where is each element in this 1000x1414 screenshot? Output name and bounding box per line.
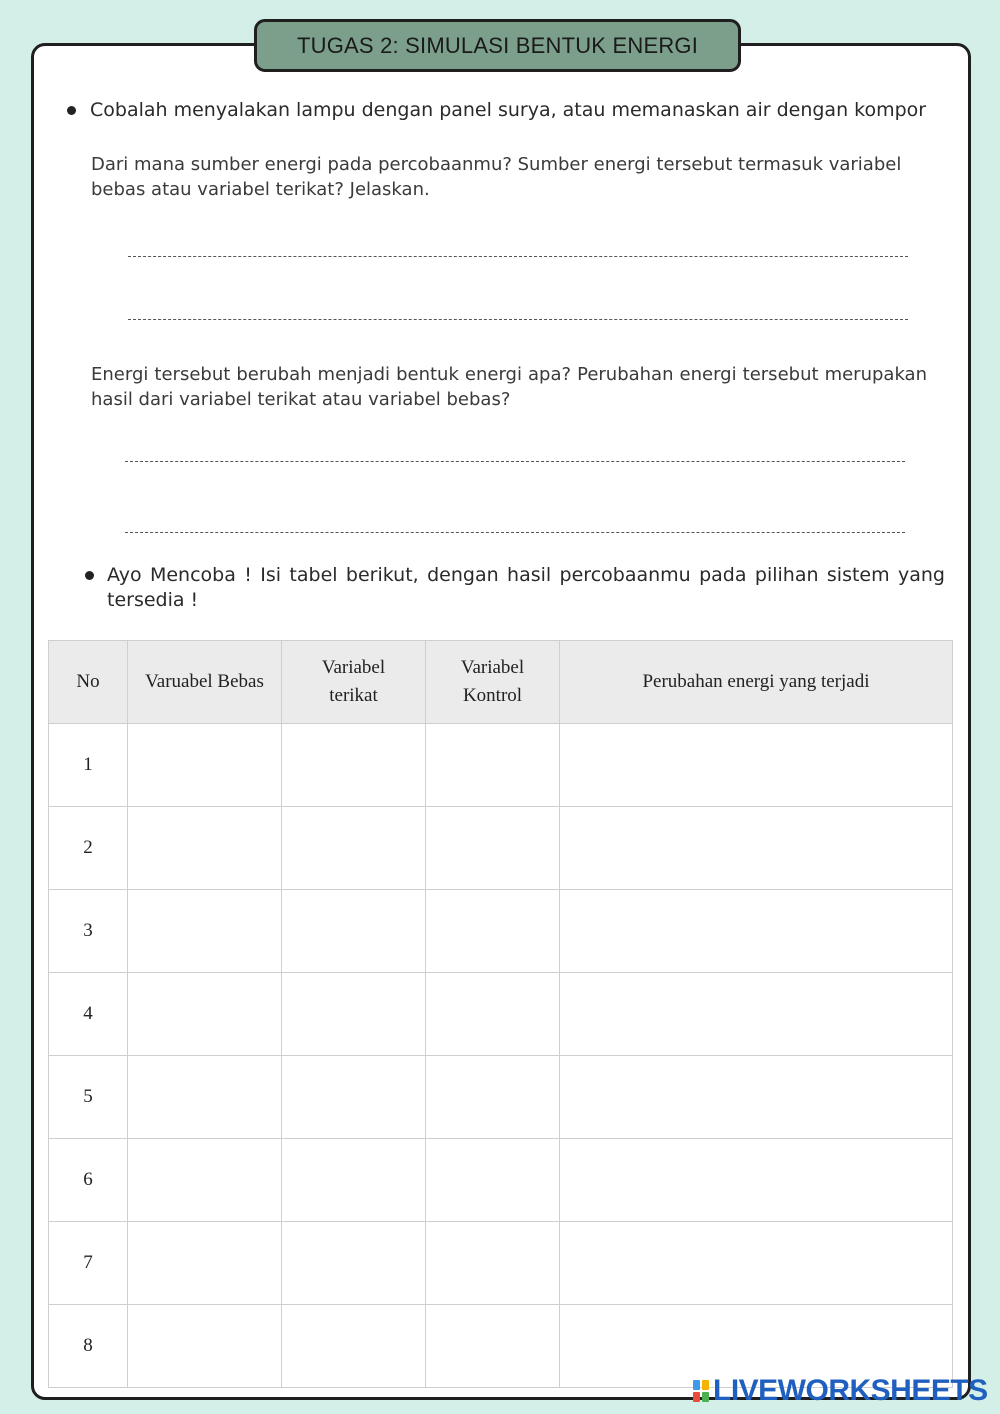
logo-squares-icon (693, 1380, 709, 1402)
question-1: Dari mana sumber energi pada percobaanmu? Sumber energi tersebut termasuk variabel bebas atau variabel terikat? Jelaskan. (91, 154, 902, 200)
cell-variabel-bebas[interactable] (128, 1139, 282, 1222)
cell-variabel-bebas[interactable] (128, 1222, 282, 1305)
logo-square (693, 1392, 700, 1402)
bullet-1 (67, 106, 76, 115)
cell-variabel-bebas[interactable] (128, 1305, 282, 1388)
experiment-table (48, 640, 953, 1388)
table-row (49, 973, 953, 1056)
answer-line-1[interactable] (128, 256, 908, 257)
cell-variabel-bebas[interactable] (128, 724, 282, 807)
header-no: No (49, 641, 128, 724)
table-row (49, 807, 953, 890)
cell-variabel-terikat[interactable] (282, 890, 426, 973)
row-number: 6 (49, 1139, 128, 1222)
logo-square (702, 1380, 709, 1390)
logo-square (693, 1380, 700, 1390)
question-2: Energi tersebut berubah menjadi bentuk energi apa? Perubahan energi tersebut merupakan hasil dari variabel terikat atau variabel bebas? (91, 364, 927, 410)
header-variabel-kontrol: Variabel Kontrol (426, 641, 560, 724)
header-variabel-bebas: Varuabel Bebas (128, 641, 282, 724)
cell-variabel-bebas[interactable] (128, 890, 282, 973)
liveworksheets-logo[interactable] (693, 1376, 988, 1406)
cell-variabel-terikat[interactable] (282, 1139, 426, 1222)
table-row (49, 890, 953, 973)
cell-perubahan-energi[interactable] (560, 807, 953, 890)
cell-variabel-terikat[interactable] (282, 807, 426, 890)
cell-variabel-kontrol[interactable] (426, 807, 560, 890)
answer-line-4[interactable] (125, 532, 905, 533)
row-number: 3 (49, 890, 128, 973)
section2-prompt: Ayo Mencoba ! Isi tabel berikut, dengan hasil percobaanmu pada pilihan sistem yang tersedia ! (107, 564, 945, 611)
cell-variabel-bebas[interactable] (128, 807, 282, 890)
row-number: 1 (49, 724, 128, 807)
cell-variabel-kontrol[interactable] (426, 1222, 560, 1305)
header-perubahan-energi: Perubahan energi yang terjadi (560, 641, 953, 724)
table-header-row (49, 641, 953, 724)
worksheet-title: TUGAS 2: SIMULASI BENTUK ENERGI (254, 19, 741, 72)
cell-perubahan-energi[interactable] (560, 890, 953, 973)
answer-line-3[interactable] (125, 461, 905, 462)
answer-line-2[interactable] (128, 319, 908, 320)
cell-variabel-kontrol[interactable] (426, 1056, 560, 1139)
cell-perubahan-energi[interactable] (560, 1139, 953, 1222)
cell-variabel-terikat[interactable] (282, 1305, 426, 1388)
table-row (49, 1056, 953, 1139)
cell-variabel-terikat[interactable] (282, 724, 426, 807)
cell-perubahan-energi[interactable] (560, 1056, 953, 1139)
cell-variabel-kontrol[interactable] (426, 1139, 560, 1222)
cell-variabel-terikat[interactable] (282, 973, 426, 1056)
table-row (49, 724, 953, 807)
row-number: 8 (49, 1305, 128, 1388)
cell-variabel-bebas[interactable] (128, 973, 282, 1056)
cell-variabel-bebas[interactable] (128, 1056, 282, 1139)
cell-variabel-terikat[interactable] (282, 1056, 426, 1139)
cell-perubahan-energi[interactable] (560, 1222, 953, 1305)
section1-prompt: Cobalah menyalakan lampu dengan panel surya, atau memanaskan air dengan kompor (90, 99, 927, 121)
logo-text: LIVEWORKSHEETS (713, 1374, 988, 1407)
logo-square (702, 1392, 709, 1402)
row-number: 2 (49, 807, 128, 890)
cell-variabel-kontrol[interactable] (426, 973, 560, 1056)
cell-perubahan-energi[interactable] (560, 724, 953, 807)
row-number: 5 (49, 1056, 128, 1139)
cell-variabel-kontrol[interactable] (426, 890, 560, 973)
bullet-2 (85, 571, 94, 580)
cell-variabel-terikat[interactable] (282, 1222, 426, 1305)
cell-variabel-kontrol[interactable] (426, 724, 560, 807)
cell-variabel-kontrol[interactable] (426, 1305, 560, 1388)
row-number: 4 (49, 973, 128, 1056)
row-number: 7 (49, 1222, 128, 1305)
table-row (49, 1222, 953, 1305)
table-row (49, 1139, 953, 1222)
cell-perubahan-energi[interactable] (560, 973, 953, 1056)
header-variabel-terikat: Variabel terikat (282, 641, 426, 724)
